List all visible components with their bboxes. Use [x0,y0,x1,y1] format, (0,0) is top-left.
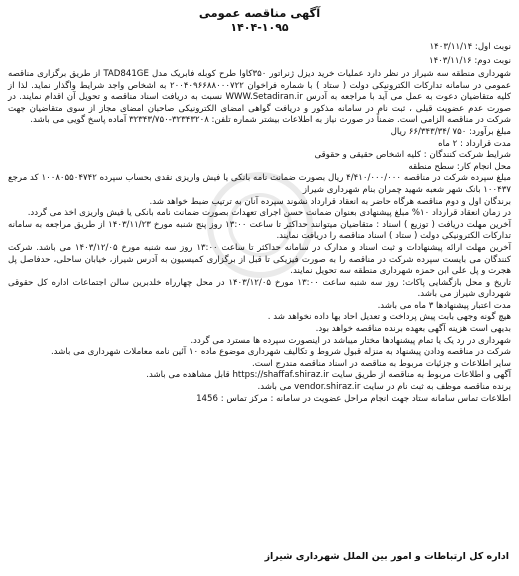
list-item: مبلغ سپرده شرکت در مناقصه ۴/۴۱۰/۰۰۰/۰۰۰ ریال بصورت ضمانت نامه بانکی یا فیش واریزی نقدی بحساب سپرده ۱۰۰۸۰۵۵۰۴۷۴۲ کد مرجع ۱۰۰۴۳۷ بانک شهر شعبه شهید چمران بنام شهرداری شیراز [8,173,512,195]
list-item: شرایط شرکت کنندگان : کلیه اشخاص حقیقی و حقوقی [314,150,511,161]
notice-intro-paragraph: شهرداری منطقه سه شیراز در نظر دارد عملیات خرید دیزل ژنراتور ۳۵۰کاوا طرح کوبله فابریک مدل TAD841GE از طریق برگزاری مناقصه عمومی در سامانه تدارکات الکترونیکی دولت ( ستاد ) با شماره فراخوان ۲۰۰۴۰۹۶۶۸۸۰۰۰۷۲۲ به اشخاص واجد شرایط واگذار نماید. لذا از کلیه متقاضیان دعوت به عمل می آید با مراجعه به آدرس WWW.Setadiran.ir نسبت به دریافت اسناد مناقصه و تحویل آن اقدام نمایند. در صورت عدم عضویت قبلی ، ثبت نام در سامانه مذکور و دریافت گواهی امضای الکترونیکی صاحبان امضای مجاز از سوی متقاضیان جهت شرکت در مناقصه الزامی است. ضمناً در صورت نیاز به اطلاعات بیشتر شماره تلفن: ۳۲۳۴۳۲۰۸-۳۲۳۴۳/۷۵۰ آماده پاسخ گویی می باشد. [8,69,511,126]
list-item: بدیهی است هزینه آگهی بعهده برنده مناقصه خواهد بود. [315,324,511,335]
notice-conditions-list [8,127,511,405]
list-item: هیچ گونه وجهی بابت پیش پرداخت و تعدیل احاد بها داده نخواهد شد . [267,312,511,323]
list-item: مدت قرارداد : ۲ ماه [438,138,511,149]
list-item: برنده مناقصه موظف به ثبت نام در سایت vendor.shiraz.ir می باشد. [257,382,511,393]
issuer-signature: اداره کل ارتباطات و امور بین الملل شهرداری شیراز [264,550,509,562]
list-item: آخرین مهلت ارائه پیشنهادات و ثبت اسناد و مدارک در سامانه حداکثر تا ساعت ۱۳:۰۰ روز سه شنبه مورخ ۱۴۰۳/۱۲/۰۵ می باشد. شرکت کنندگان می بایست سپرده شرکت در مناقصه را به صورت فیزیکی تا قبل از برگزاری کمیسیون به آدرس شیراز، خیابان ساحلی، حدفاصل پل هجرت و پل علی ابن حمزه شهرداری منطقه سه تحویل نمایند. [8,242,512,277]
list-item: مدت اعتبار پیشنهادها ۳ ماه می باشد. [377,300,511,311]
list-item: آگهی و اطلاعات مربوط به مناقصه از طریق سایت https://shaffaf.shiraz.ir قابل مشاهده می باشد. [146,370,511,381]
list-item: سایر اطلاعات و جزئیات مربوط به مناقصه در اسناد مناقصه مندرج است. [252,358,511,369]
list-item: شهرداری در رد یک یا تمام پیشنهادها مختار میباشد در اینصورت سپرده ها مسترد می گردد. [190,335,511,346]
second-publication-date: نوبت دوم: ۱۴۰۳/۱۱/۱۶ [428,56,511,66]
list-item: اطلاعات تماس سامانه ستاد جهت انجام مراحل عضویت در سامانه : مرکز تماس : 1456 [196,393,511,404]
notice-title: آگهی مناقصه عمومی [198,6,321,20]
notice-reference-number: ۱۴۰۴-۱۰۹۵ [230,21,289,34]
list-item: آخرین مهلت دریافت ( توزیع ) اسناد : متقاضیان میتوانند حداکثر تا ساعت ۱۳:۰۰ روز پنج شنبه مورخ ۱۴۰۳/۱۱/۲۳ از طریق مراجعه به سامانه تدارکات الکترونیکی دولت ( ستاد ) اسناد مناقصه را دریافت نمایند. [8,219,511,242]
list-item: در زمان انعقاد قرارداد ۱۰% مبلغ پیشنهادی بعنوان ضمانت حسن اجرای تعهدات بصورت ضمانت نامه بانکی یا فیش واریزی اخذ می گردد. [27,208,511,219]
list-item: برندگان اول و دوم مناقصه هرگاه حاضر به انعقاد قرارداد نشوند سپرده آنان به ترتیب ضبط خواهد شد. [149,196,511,207]
list-item: شرکت در مناقصه ودادن پیشنهاد به منزله قبول شروط و تکالیف شهرداری موضوع ماده ۱۰ آئین نامه معاملات شهرداری می باشد. [50,347,511,358]
list-item: مبلغ برآورد: ۷۵۰ /۶۶/۳۴۳/۳۴ ریال [390,126,511,137]
list-item: تاریخ و محل بازگشایی پاکات: روز سه شنبه ساعت ۱۳:۰۰ مورخ ۱۴۰۳/۱۲/۰۵ در محل چهارراه خلدبرین سالن اجتماعات اداره کل حقوقی شهرداری شیراز می باشد. [8,277,511,300]
list-item: محل انجام کار: سطح منطقه [408,161,511,172]
first-publication-date: نوبت اول: ۱۴۰۳/۱۱/۱۴ [429,42,511,52]
